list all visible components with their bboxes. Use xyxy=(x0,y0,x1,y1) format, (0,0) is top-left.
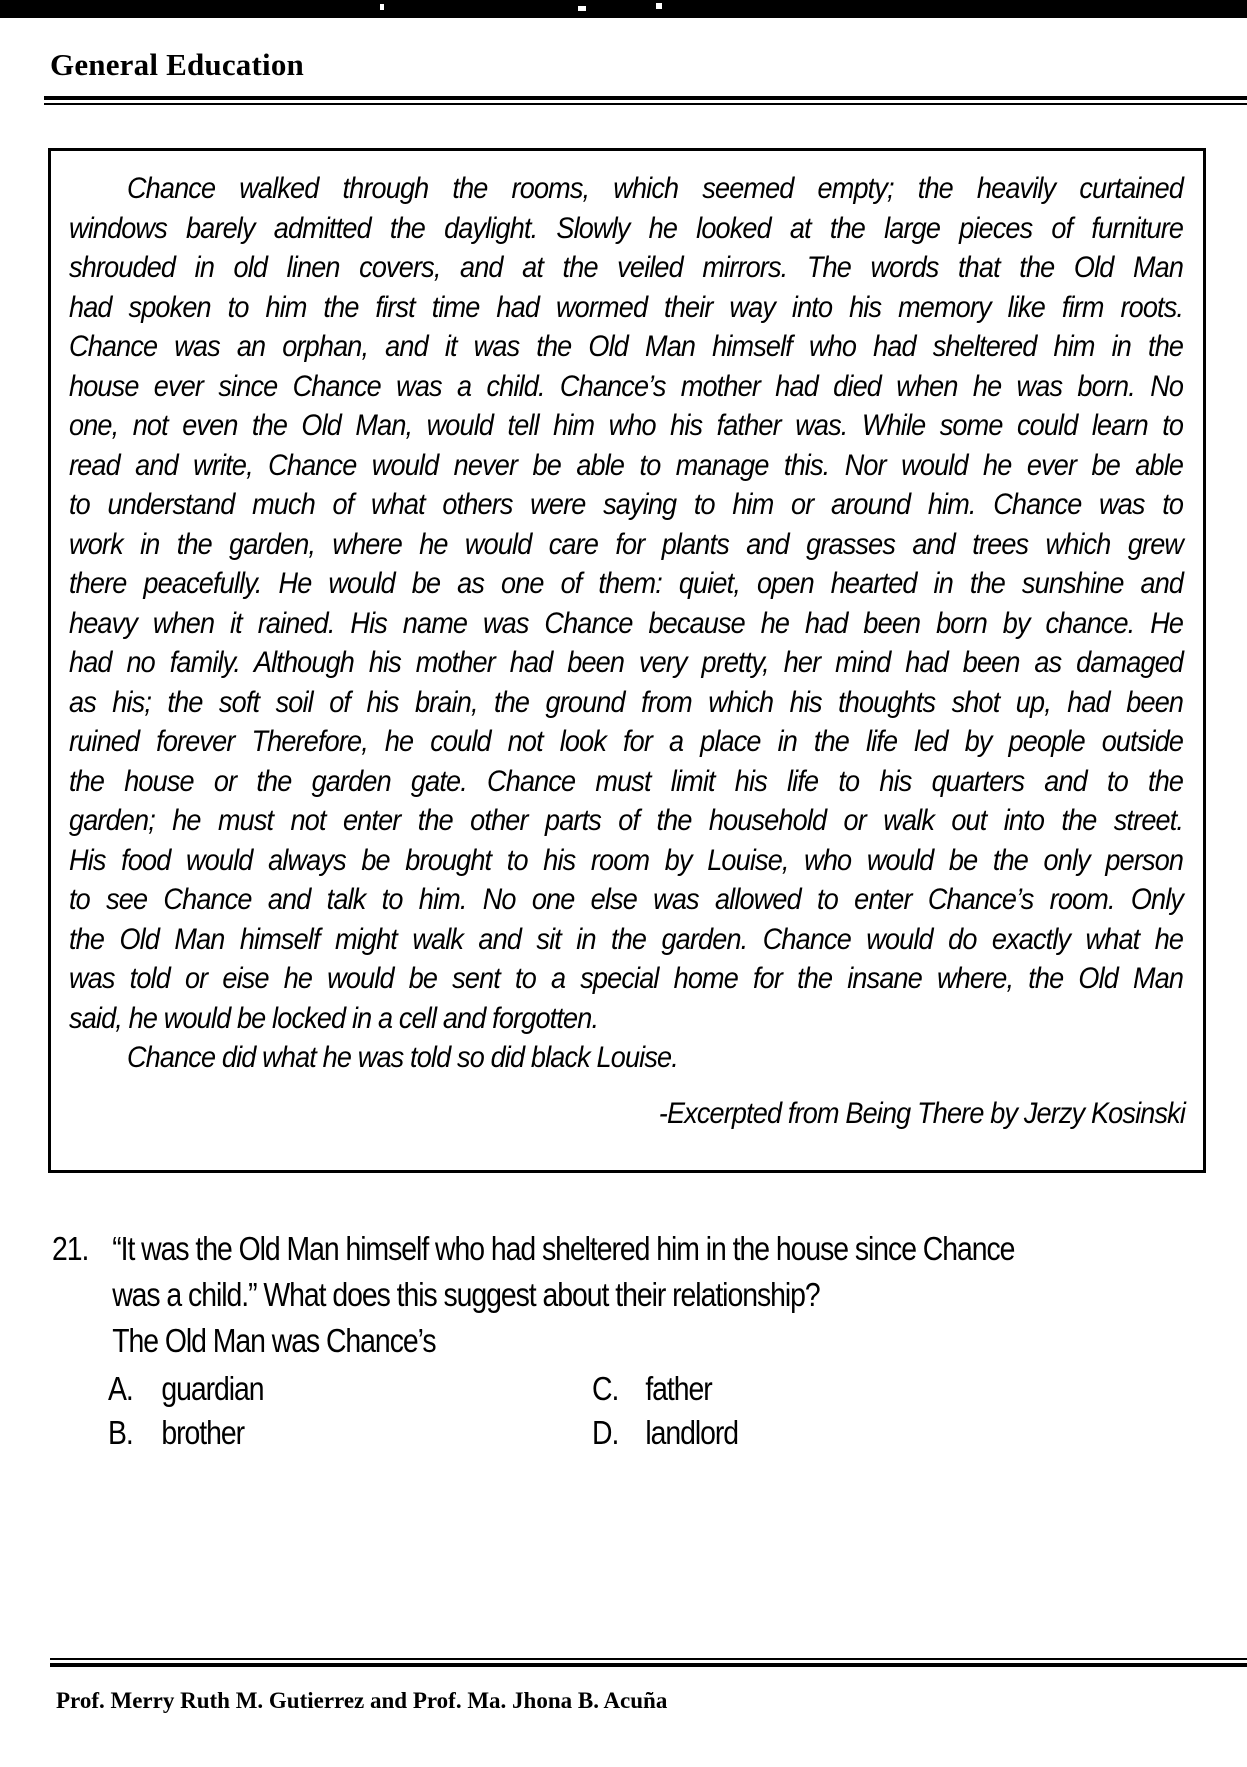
passage-line: Chance did what he was told so did black Louise. xyxy=(126,1041,678,1074)
option-a[interactable] xyxy=(108,1370,264,1408)
option-c[interactable] xyxy=(592,1370,712,1408)
passage-line: had spoken to him the first time had wormed their way into his memory like firm roots. xyxy=(69,290,1184,324)
option-text: guardian xyxy=(161,1370,264,1407)
page-header-title: General Education xyxy=(50,47,304,82)
passage-line: Chance was an orphan, and it was the Old Man himself who had sheltered him in the xyxy=(69,330,1184,363)
passage-line: was told or eise he would be sent to a special home for the insane where, the Old Man xyxy=(69,962,1184,995)
passage-line: ruined forever Therefore, he could not look for a place in the life led by people outside xyxy=(69,725,1184,758)
passage-line: to understand much of what others were saying to him or around him. Chance was to xyxy=(69,488,1184,521)
option-letter: D. xyxy=(592,1414,619,1451)
passage-line: heavy when it rained. His name was Chance because he had been born by chance. He xyxy=(69,606,1184,640)
header-rule-top xyxy=(44,96,1247,100)
option-text: brother xyxy=(161,1414,245,1451)
passage-line: His food would always be brought to his room by Louise, who would be the only person xyxy=(69,843,1184,877)
passage-line: said, he would be locked in a cell and forgotten. xyxy=(69,1001,599,1035)
passage-line: read and write, Chance would never be able to manage this. Nor would he ever be able xyxy=(69,448,1184,482)
header-rule-bottom xyxy=(44,103,1247,105)
passage-attribution: -Excerpted from Being There by Jerzy Kosinski xyxy=(658,1097,1185,1130)
scan-speck xyxy=(656,3,662,9)
passage-line: work in the garden, where he would care for plants and grasses and trees which grew xyxy=(69,527,1184,561)
option-b[interactable] xyxy=(108,1414,244,1452)
option-letter: C. xyxy=(592,1370,619,1407)
question-stem xyxy=(52,1226,1075,1364)
option-text: landlord xyxy=(645,1414,739,1451)
passage-line: shrouded in old linen covers, and at the veiled mirrors. The words that the Old Man xyxy=(69,251,1184,284)
option-text: father xyxy=(645,1370,712,1407)
passage-line: the Old Man himself might walk and sit in the garden. Chance would do exactly what he xyxy=(69,922,1184,956)
passage-line: there peacefully. He would be as one of them: quiet, open hearted in the sunshine and xyxy=(69,567,1184,600)
passage-line: to see Chance and talk to him. No one else was allowed to enter Chance’s room. Only xyxy=(69,883,1184,916)
footer-rule-top xyxy=(50,1658,1247,1660)
passage-line: had no family. Although his mother had been very pretty, her mind had been as damaged xyxy=(69,646,1184,679)
question-line: “It was the Old Man himself who had sheltered him in the house since Chance xyxy=(112,1230,1015,1267)
passage-line: house ever since Chance was a child. Chance’s mother had died when he was born. No xyxy=(69,369,1184,403)
question-line: The Old Man was Chance’s xyxy=(112,1322,436,1359)
footer-rule-bottom xyxy=(50,1663,1247,1667)
answer-options xyxy=(108,1370,1008,1470)
question-21 xyxy=(52,1226,1075,1364)
scan-speck xyxy=(380,4,384,10)
footer-authors: Prof. Merry Ruth M. Gutierrez and Prof. Ma. Jhona B. Acuña xyxy=(56,1688,668,1713)
option-letter: B. xyxy=(108,1414,133,1451)
passage-line: Chance walked through the rooms, which seemed empty; the heavily curtained xyxy=(126,172,1184,205)
passage-line: the house or the garden gate. Chance must limit his life to his quarters and to the xyxy=(69,764,1184,798)
reading-passage-box xyxy=(48,148,1206,1173)
passage-line: as his; the soft soil of his brain, the ground from which his thoughts shot up, had been xyxy=(69,685,1184,719)
scan-speck xyxy=(578,6,586,11)
option-letter: A. xyxy=(108,1370,133,1407)
question-number: 21. xyxy=(52,1230,89,1267)
question-line: was a child.” What does this suggest about their relationship? xyxy=(112,1276,820,1313)
scan-top-band xyxy=(0,0,1247,18)
passage-line: garden; he must not enter the other parts of the household or walk out into the street. xyxy=(69,804,1184,837)
passage-line: one, not even the Old Man, would tell him who his father was. While some could learn to xyxy=(69,409,1184,442)
reading-passage xyxy=(69,169,1183,1078)
option-d[interactable] xyxy=(592,1414,738,1452)
passage-line: windows barely admitted the daylight. Slowly he looked at the large pieces of furniture xyxy=(69,211,1184,245)
